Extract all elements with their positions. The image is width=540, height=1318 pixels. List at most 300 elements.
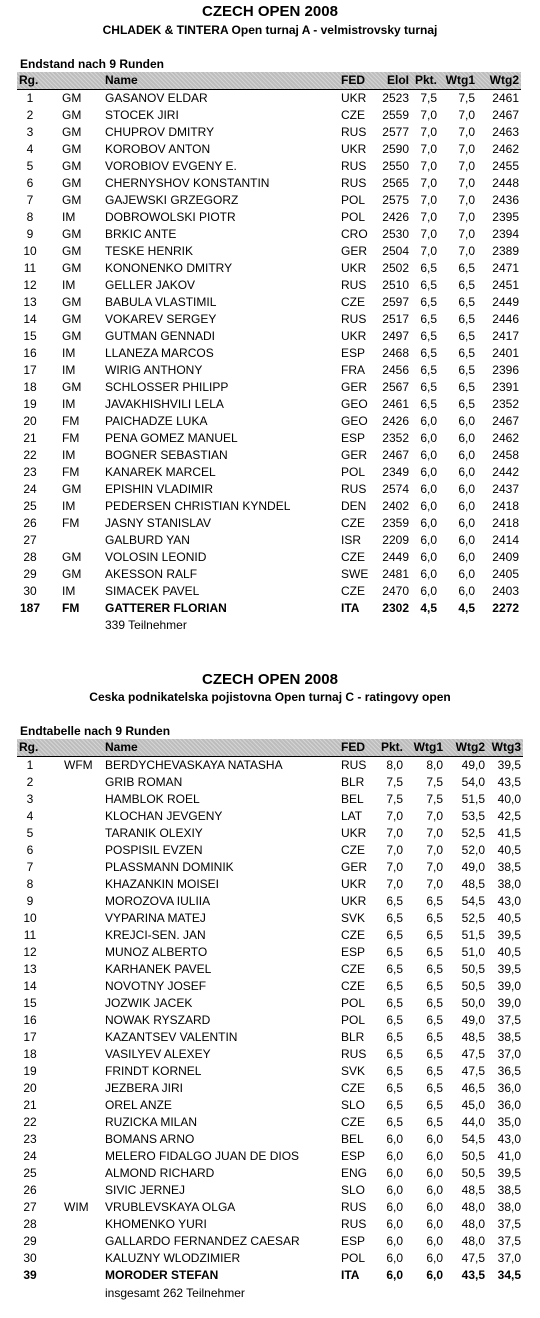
cell-rank: 9 — [26, 894, 34, 908]
cell-wtg1: 6,0 — [458, 550, 475, 564]
table-row — [0, 311, 540, 328]
cell-wtg3: 39,0 — [497, 979, 521, 993]
tournament-a-rows — [0, 90, 540, 617]
table-row — [0, 345, 540, 362]
cell-wtg2: 47,5 — [461, 1064, 485, 1078]
cell-wtg1: 6,5 — [426, 1047, 443, 1061]
cell-name: GUTMAN GENNADI — [105, 329, 216, 343]
cell-wtg2: 2471 — [492, 261, 519, 275]
cell-wtg1: 8,0 — [426, 758, 443, 772]
table-row — [0, 600, 540, 617]
cell-wtg3: 40,5 — [497, 945, 521, 959]
cell-wtg2: 2401 — [492, 346, 519, 360]
cell-pkt: 6,0 — [386, 1251, 403, 1265]
cell-title: GM — [62, 91, 82, 105]
cell-rank: 11 — [23, 261, 37, 275]
cell-pkt: 7,0 — [386, 877, 403, 891]
cell-name: KONONENKO DMITRY — [105, 261, 233, 275]
cell-elo: 2575 — [382, 193, 409, 207]
cell-pkt: 4,5 — [420, 601, 437, 615]
cell-fed: UKR — [341, 877, 367, 891]
cell-wtg2: 2394 — [492, 227, 519, 241]
cell-rank: 24 — [23, 1149, 37, 1163]
cell-rank: 12 — [23, 945, 37, 959]
cell-name: ALMOND RICHARD — [105, 1166, 215, 1180]
cell-fed: BEL — [341, 1132, 364, 1146]
cell-wtg3: 38,0 — [497, 1200, 521, 1214]
cell-elo: 2470 — [382, 584, 409, 598]
cell-fed: ITA — [341, 601, 360, 615]
cell-elo: 2530 — [382, 227, 409, 241]
cell-wtg3: 36,5 — [497, 1064, 521, 1078]
cell-elo: 2209 — [382, 533, 409, 547]
cell-rank: 13 — [23, 962, 37, 976]
cell-wtg2: 48,0 — [461, 1200, 485, 1214]
cell-elo: 2449 — [382, 550, 409, 564]
table-row — [0, 413, 540, 430]
cell-wtg1: 6,0 — [458, 465, 475, 479]
cell-wtg2: 50,5 — [461, 962, 485, 976]
header-rank: Rg. — [19, 740, 39, 754]
cell-elo: 2426 — [382, 414, 409, 428]
table-row — [0, 294, 540, 311]
table-row — [0, 1012, 540, 1029]
cell-title: IM — [62, 499, 76, 513]
cell-elo: 2559 — [382, 108, 409, 122]
cell-wtg2: 47,5 — [461, 1047, 485, 1061]
table-row — [0, 893, 540, 910]
cell-name: TARANIK OLEXIY — [105, 826, 203, 840]
cell-title: IM — [62, 210, 76, 224]
cell-rank: 5 — [26, 159, 34, 173]
cell-fed: RUS — [341, 1200, 367, 1214]
cell-elo: 2352 — [382, 431, 409, 445]
cell-rank: 30 — [23, 584, 37, 598]
header-wtg1: Wtg1 — [445, 73, 475, 87]
cell-pkt: 6,0 — [420, 550, 437, 564]
cell-elo: 2359 — [382, 516, 409, 530]
cell-wtg3: 38,0 — [497, 877, 521, 891]
cell-rank: 187 — [19, 601, 41, 615]
cell-wtg1: 6,0 — [458, 516, 475, 530]
cell-pkt: 6,0 — [386, 1149, 403, 1163]
cell-title: GM — [62, 244, 82, 258]
cell-name: MELERO FIDALGO JUAN DE DIOS — [105, 1149, 300, 1163]
cell-rank: 1 — [26, 758, 34, 772]
cell-fed: ESP — [341, 1149, 366, 1163]
cell-wtg1: 7,0 — [458, 227, 475, 241]
cell-fed: UKR — [341, 329, 367, 343]
header-elo: EloI — [386, 73, 409, 87]
cell-name: SCHLOSSER PHILIPP — [105, 380, 229, 394]
table-row — [0, 859, 540, 876]
cell-rank: 4 — [26, 142, 34, 156]
cell-elo: 2467 — [382, 448, 409, 462]
cell-name: GALLARDO FERNANDEZ CAESAR — [105, 1234, 300, 1248]
cell-elo: 2590 — [382, 142, 409, 156]
cell-name: GELLER JAKOV — [105, 278, 196, 292]
cell-rank: 6 — [26, 176, 34, 190]
cell-wtg1: 7,0 — [458, 108, 475, 122]
cell-rank: 39 — [23, 1268, 37, 1282]
table-row — [0, 583, 540, 600]
cell-wtg1: 6,5 — [426, 1098, 443, 1112]
cell-rank: 7 — [26, 860, 34, 874]
table-row — [0, 1063, 540, 1080]
cell-fed: RUS — [341, 758, 367, 772]
table-row — [0, 277, 540, 294]
header-fed: FED — [341, 740, 365, 754]
cell-name: BOMANS ARNO — [105, 1132, 195, 1146]
cell-wtg1: 7,0 — [458, 176, 475, 190]
cell-rank: 2 — [26, 775, 34, 789]
cell-fed: UKR — [341, 261, 367, 275]
cell-pkt: 6,5 — [386, 996, 403, 1010]
cell-wtg3: 37,5 — [497, 1217, 521, 1231]
cell-wtg1: 6,5 — [458, 397, 475, 411]
cell-title: GM — [62, 108, 82, 122]
cell-wtg1: 6,5 — [426, 1064, 443, 1078]
cell-pkt: 7,0 — [386, 809, 403, 823]
cell-name: PAICHADZE LUKA — [105, 414, 208, 428]
cell-name: KARHANEK PAVEL — [105, 962, 212, 976]
cell-wtg2: 51,5 — [461, 928, 485, 942]
cell-name: KLOCHAN JEVGENY — [105, 809, 223, 823]
cell-title: GM — [62, 159, 82, 173]
cell-fed: LAT — [341, 809, 363, 823]
cell-fed: ESP — [341, 346, 366, 360]
cell-rank: 19 — [23, 1064, 37, 1078]
cell-wtg1: 7,0 — [426, 809, 443, 823]
table-row — [0, 876, 540, 893]
cell-wtg3: 41,0 — [497, 1149, 521, 1163]
cell-pkt: 6,0 — [420, 567, 437, 581]
header-wtg2: Wtg2 — [455, 740, 485, 754]
cell-elo: 2523 — [382, 91, 409, 105]
cell-rank: 18 — [23, 1047, 37, 1061]
cell-wtg1: 6,5 — [458, 261, 475, 275]
cell-rank: 16 — [23, 1013, 37, 1027]
cell-wtg1: 7,5 — [426, 775, 443, 789]
table-row — [0, 961, 540, 978]
cell-rank: 22 — [23, 1115, 37, 1129]
cell-wtg1: 6,0 — [426, 1268, 443, 1282]
cell-fed: POL — [341, 1251, 366, 1265]
cell-fed: ESP — [341, 431, 366, 445]
table-row — [0, 944, 540, 961]
cell-name: GALBURD YAN — [105, 533, 190, 547]
cell-elo: 2565 — [382, 176, 409, 190]
cell-rank: 17 — [23, 363, 37, 377]
cell-pkt: 6,5 — [386, 1047, 403, 1061]
cell-wtg3: 36,0 — [497, 1081, 521, 1095]
cell-title: FM — [62, 516, 80, 530]
cell-wtg3: 42,5 — [497, 809, 521, 823]
table-row — [0, 995, 540, 1012]
cell-wtg1: 6,0 — [426, 1183, 443, 1197]
cell-fed: RUS — [341, 482, 367, 496]
cell-title: GM — [62, 193, 82, 207]
table-row — [0, 141, 540, 158]
cell-name: JAVAKHISHVILI LELA — [105, 397, 224, 411]
cell-name: BABULA VLASTIMIL — [105, 295, 217, 309]
cell-wtg2: 2463 — [492, 125, 519, 139]
cell-title: IM — [62, 363, 76, 377]
cell-wtg3: 39,5 — [497, 758, 521, 772]
cell-wtg2: 47,5 — [461, 1251, 485, 1265]
cell-rank: 12 — [23, 278, 37, 292]
cell-wtg3: 37,5 — [497, 1013, 521, 1027]
table-row — [0, 328, 540, 345]
cell-fed: SLO — [341, 1183, 366, 1197]
cell-wtg1: 7,0 — [426, 826, 443, 840]
cell-name: CHUPROV DMITRY — [105, 125, 215, 139]
cell-name: VRUBLEVSKAYA OLGA — [105, 1200, 236, 1214]
cell-wtg2: 52,0 — [461, 843, 485, 857]
cell-wtg1: 6,5 — [426, 1013, 443, 1027]
table-row — [0, 226, 540, 243]
cell-pkt: 6,5 — [420, 329, 437, 343]
cell-fed: CZE — [341, 1081, 365, 1095]
cell-wtg3: 37,5 — [497, 1234, 521, 1248]
header-pkt: Pkt. — [414, 73, 437, 87]
cell-elo: 2481 — [382, 567, 409, 581]
cell-rank: 29 — [23, 1234, 37, 1248]
cell-wtg1: 7,0 — [458, 159, 475, 173]
cell-wtg3: 38,5 — [497, 860, 521, 874]
cell-wtg3: 38,5 — [497, 1183, 521, 1197]
table-row — [0, 774, 540, 791]
cell-elo: 2597 — [382, 295, 409, 309]
cell-wtg1: 6,5 — [458, 329, 475, 343]
cell-name: JEZBERA JIRI — [105, 1081, 184, 1095]
cell-pkt: 6,5 — [386, 1013, 403, 1027]
cell-name: KAZANTSEV VALENTIN — [105, 1030, 238, 1044]
cell-fed: BEL — [341, 792, 364, 806]
cell-title: IM — [62, 448, 76, 462]
cell-fed: CZE — [341, 550, 365, 564]
cell-wtg1: 6,5 — [426, 894, 443, 908]
table-row — [0, 808, 540, 825]
cell-wtg3: 34,5 — [497, 1268, 521, 1282]
cell-wtg1: 6,0 — [426, 1166, 443, 1180]
tournament-c-subtitle: Ceska podnikatelska pojistovna Open turnaj C - ratingovy open — [89, 690, 451, 704]
cell-wtg3: 39,5 — [497, 928, 521, 942]
cell-name: BOGNER SEBASTIAN — [105, 448, 228, 462]
cell-rank: 15 — [23, 329, 37, 343]
cell-wtg2: 49,0 — [461, 1013, 485, 1027]
cell-wtg3: 43,0 — [497, 894, 521, 908]
tournament-a-title: CZECH OPEN 2008 — [202, 3, 338, 20]
cell-pkt: 6,0 — [420, 499, 437, 513]
table-row — [0, 1046, 540, 1063]
cell-title: GM — [62, 482, 82, 496]
cell-wtg2: 44,0 — [461, 1115, 485, 1129]
table-row — [0, 549, 540, 566]
cell-name: JOZWIK JACEK — [105, 996, 193, 1010]
cell-fed: POL — [341, 465, 366, 479]
cell-title: IM — [62, 584, 76, 598]
cell-elo: 2510 — [382, 278, 409, 292]
cell-pkt: 6,0 — [386, 1234, 403, 1248]
cell-wtg2: 48,0 — [461, 1234, 485, 1248]
cell-rank: 27 — [23, 533, 37, 547]
cell-wtg1: 7,0 — [458, 244, 475, 258]
table-row — [0, 842, 540, 859]
table-row — [0, 1199, 540, 1216]
cell-wtg1: 6,5 — [426, 979, 443, 993]
cell-wtg1: 6,0 — [458, 431, 475, 445]
table-row — [0, 1029, 540, 1046]
cell-pkt: 6,5 — [420, 295, 437, 309]
cell-fed: CZE — [341, 295, 365, 309]
cell-fed: UKR — [341, 826, 367, 840]
cell-fed: RUS — [341, 176, 367, 190]
cell-fed: RUS — [341, 278, 367, 292]
cell-fed: POL — [341, 1013, 366, 1027]
cell-name: VOKAREV SERGEY — [105, 312, 217, 326]
table-row — [0, 430, 540, 447]
cell-fed: UKR — [341, 91, 367, 105]
cell-fed: GEO — [341, 414, 368, 428]
cell-rank: 28 — [23, 550, 37, 564]
cell-wtg2: 2437 — [492, 482, 519, 496]
table-row — [0, 396, 540, 413]
table-row — [0, 791, 540, 808]
cell-pkt: 6,0 — [386, 1217, 403, 1231]
cell-name: OREL ANZE — [105, 1098, 172, 1112]
cell-wtg2: 48,0 — [461, 1217, 485, 1231]
cell-pkt: 7,0 — [420, 176, 437, 190]
cell-fed: DEN — [341, 499, 367, 513]
cell-fed: UKR — [341, 142, 367, 156]
cell-pkt: 6,0 — [420, 431, 437, 445]
cell-pkt: 7,0 — [420, 244, 437, 258]
cell-rank: 7 — [26, 193, 34, 207]
cell-wtg3: 36,0 — [497, 1098, 521, 1112]
cell-wtg2: 54,5 — [461, 1132, 485, 1146]
cell-wtg1: 6,5 — [426, 945, 443, 959]
cell-title: GM — [62, 329, 82, 343]
cell-wtg3: 35,0 — [497, 1115, 521, 1129]
cell-wtg2: 2403 — [492, 584, 519, 598]
cell-fed: CRO — [341, 227, 368, 241]
table-row — [0, 90, 540, 107]
tournament-a-subtitle: CHLADEK & TINTERA Open turnaj A - velmistrovsky turnaj — [102, 23, 438, 37]
header-name: Name — [105, 73, 138, 87]
cell-rank: 11 — [23, 928, 37, 942]
cell-pkt: 6,5 — [386, 1030, 403, 1044]
table-row — [0, 1182, 540, 1199]
cell-wtg1: 6,5 — [458, 295, 475, 309]
cell-fed: FRA — [341, 363, 365, 377]
table-row — [0, 757, 540, 774]
cell-rank: 6 — [26, 843, 34, 857]
cell-title: FM — [62, 465, 80, 479]
cell-wtg2: 2391 — [492, 380, 519, 394]
cell-pkt: 6,0 — [386, 1132, 403, 1146]
cell-wtg1: 6,0 — [426, 1251, 443, 1265]
cell-name: KHAZANKIN MOISEI — [105, 877, 220, 891]
cell-wtg2: 2396 — [492, 363, 519, 377]
cell-title: GM — [62, 142, 82, 156]
cell-fed: RUS — [341, 1047, 367, 1061]
cell-wtg3: 37,0 — [497, 1047, 521, 1061]
table-row — [0, 1148, 540, 1165]
cell-elo: 2349 — [382, 465, 409, 479]
cell-pkt: 6,0 — [420, 465, 437, 479]
cell-name: KHOMENKO YURI — [105, 1217, 207, 1231]
cell-rank: 22 — [23, 448, 37, 462]
cell-wtg3: 41,5 — [497, 826, 521, 840]
cell-wtg2: 48,5 — [461, 1030, 485, 1044]
cell-wtg2: 54,5 — [461, 894, 485, 908]
cell-wtg2: 2389 — [492, 244, 519, 258]
cell-wtg3: 43,0 — [497, 1132, 521, 1146]
cell-wtg1: 6,5 — [458, 346, 475, 360]
cell-title: FM — [62, 431, 80, 445]
cell-rank: 15 — [23, 996, 37, 1010]
table-row — [0, 566, 540, 583]
cell-pkt: 7,0 — [420, 142, 437, 156]
cell-fed: RUS — [341, 159, 367, 173]
cell-rank: 2 — [26, 108, 34, 122]
cell-name: RUZICKA MILAN — [105, 1115, 198, 1129]
cell-fed: SLO — [341, 1098, 366, 1112]
tournament-a-header-row — [17, 72, 521, 90]
cell-wtg3: 39,0 — [497, 996, 521, 1010]
cell-pkt: 8,0 — [386, 758, 403, 772]
cell-rank: 21 — [23, 1098, 37, 1112]
cell-title: GM — [62, 295, 82, 309]
cell-wtg3: 39,5 — [497, 1166, 521, 1180]
table-row — [0, 498, 540, 515]
cell-rank: 26 — [23, 1183, 37, 1197]
cell-elo: 2456 — [382, 363, 409, 377]
cell-pkt: 7,0 — [420, 159, 437, 173]
cell-wtg1: 7,0 — [426, 877, 443, 891]
cell-pkt: 7,0 — [386, 860, 403, 874]
cell-fed: GEO — [341, 397, 368, 411]
cell-pkt: 6,0 — [386, 1200, 403, 1214]
cell-name: KREJCI-SEN. JAN — [105, 928, 206, 942]
cell-elo: 2550 — [382, 159, 409, 173]
cell-name: PLASSMANN DOMINIK — [105, 860, 234, 874]
tournament-c-caption: Endtabelle nach 9 Runden — [20, 724, 171, 738]
cell-rank: 4 — [26, 809, 34, 823]
cell-wtg1: 6,5 — [458, 312, 475, 326]
cell-name: SIVIC JERNEJ — [105, 1183, 186, 1197]
cell-name: VOLOSIN LEONID — [105, 550, 207, 564]
cell-name: PENA GOMEZ MANUEL — [105, 431, 238, 445]
tournament-a-caption: Endstand nach 9 Runden — [20, 57, 165, 71]
cell-rank: 10 — [23, 911, 37, 925]
table-row — [0, 192, 540, 209]
cell-name: CHERNYSHOV KONSTANTIN — [105, 176, 270, 190]
header-pkt: Pkt. — [380, 740, 403, 754]
cell-pkt: 6,5 — [420, 363, 437, 377]
cell-name: LLANEZA MARCOS — [105, 346, 214, 360]
cell-rank: 20 — [23, 414, 37, 428]
cell-wtg1: 6,0 — [426, 1217, 443, 1231]
cell-wtg2: 50,0 — [461, 996, 485, 1010]
cell-rank: 23 — [23, 1132, 37, 1146]
cell-wtg2: 2467 — [492, 414, 519, 428]
cell-wtg2: 2458 — [492, 448, 519, 462]
cell-fed: BLR — [341, 1030, 365, 1044]
cell-fed: POL — [341, 193, 366, 207]
cell-rank: 19 — [23, 397, 37, 411]
